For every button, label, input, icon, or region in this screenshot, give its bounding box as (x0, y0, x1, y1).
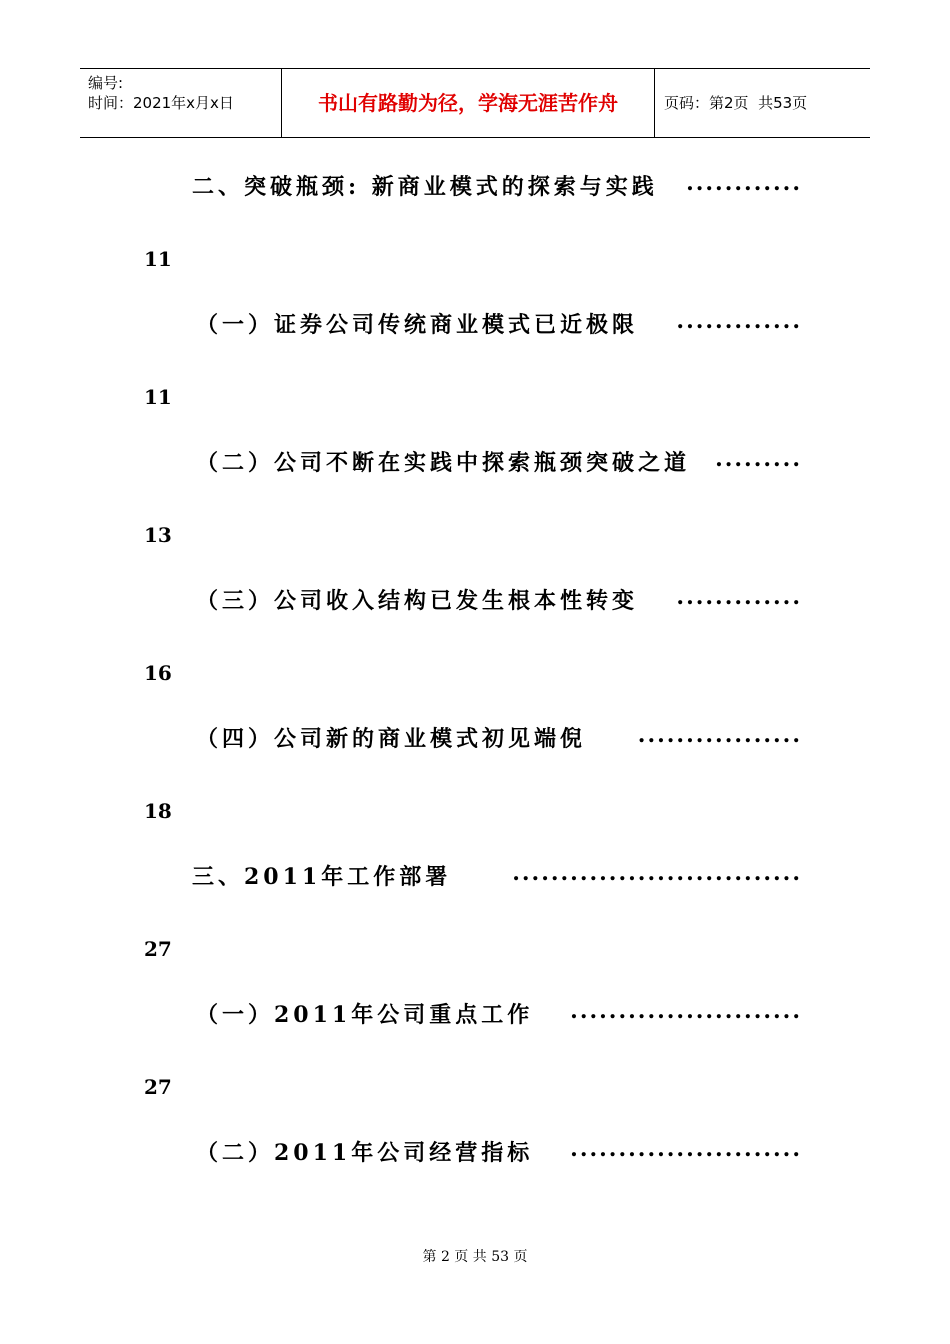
toc-entry-title: 二、突破瓶颈: 新商业模式的探索与实践 (192, 174, 658, 200)
toc-entry-dots: ............. (676, 308, 802, 334)
toc-entry-title: （二）公司不断在实践中探索瓶颈突破之道 (196, 450, 691, 476)
header-meta (88, 73, 234, 113)
toc-entry-title: （二）2011年公司经营指标 (196, 1140, 534, 1166)
toc-entry-page: 11 (144, 385, 172, 409)
toc-entry[interactable] (0, 308, 950, 348)
toc-entry-page: 18 (144, 799, 172, 823)
toc-entry-page: 27 (144, 937, 172, 961)
toc-entry-title: （三）公司收入结构已发生根本性转变 (196, 588, 639, 614)
toc-entry-dots: ......... (715, 446, 802, 472)
toc-entry-dots: ............ (686, 170, 802, 196)
header-motto: 书山有路勤为径，学海无涯苦作舟 (318, 91, 618, 115)
toc-entry[interactable] (0, 722, 950, 762)
header-page-info: 页码：第2页 共53页 (664, 94, 808, 112)
toc-entry-title: 三、2011年工作部署 (192, 864, 452, 890)
toc-entry-dots: ........................ (570, 998, 802, 1024)
toc-entry-page: 16 (144, 661, 172, 685)
toc-entry[interactable] (0, 1136, 950, 1176)
toc-entry-page: 11 (144, 247, 172, 271)
toc-entry-dots: ............. (676, 584, 802, 610)
page-footer: 第 2 页 共 53 页 (422, 1249, 528, 1265)
toc-entry-dots: ........................ (570, 1136, 802, 1162)
toc-entry[interactable] (0, 584, 950, 624)
toc-entry-title: （一）证券公司传统商业模式已近极限 (196, 312, 639, 338)
header-date-label: 时间：2021年x月x日 (88, 94, 234, 112)
toc-entry[interactable] (0, 446, 950, 486)
toc-entry[interactable] (0, 860, 950, 900)
toc-entry-page: 13 (144, 523, 172, 547)
toc-entry-title: （一）2011年公司重点工作 (196, 1002, 534, 1028)
document-header (80, 68, 870, 138)
toc-entry-title: （四）公司新的商业模式初见端倪 (196, 726, 587, 752)
toc-entry-dots: .............................. (512, 860, 802, 886)
toc-entry[interactable] (0, 998, 950, 1038)
toc-entry[interactable] (0, 170, 950, 210)
toc-entry-page: 27 (144, 1075, 172, 1099)
toc-entry-dots: ................. (637, 722, 802, 748)
header-number-label: 编号: (88, 74, 124, 92)
header-divider (654, 69, 655, 137)
